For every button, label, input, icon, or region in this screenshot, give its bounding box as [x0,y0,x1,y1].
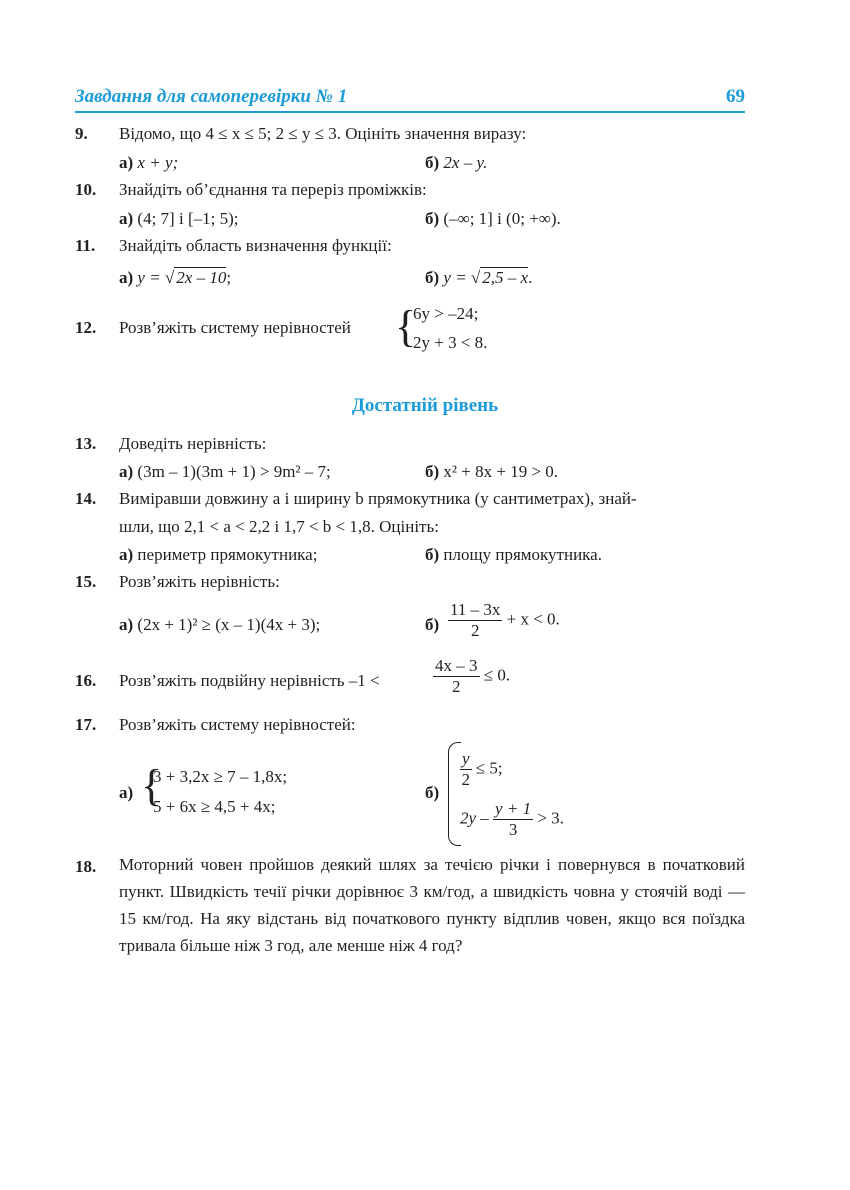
exercise-18-text: Моторний човен пройшов деякий шлях за течією річки і повернувся в початковий пункт. Швидкість течії річки дорівнює 3 км/год, а швидкість човна у стоячій воді — 15 км/год. На яку відстань від початкового пункту відплив човен, якщо вся поїздка тривала більше ніж 3 год, але менше ніж 4 год? [119,855,745,955]
system-brace: { [395,302,417,351]
header-rule [75,111,745,113]
system-line-2: 2y + 3 < 8. [413,333,488,352]
line-suffix: > 3. [537,808,564,828]
option-a-suffix: ; [226,268,232,287]
option-a: периметр прямокутника; [133,545,318,564]
exercise-text-line-1: Виміравши довжину a і ширину b прямокутника (у сантиметрах), знай- [119,489,637,508]
exercise-suffix: ≤ 0. [483,665,511,685]
exercise-text: Розв’яжіть подвійну нерівність –1 < [119,671,380,690]
option-b-prefix: y = √ [439,268,481,287]
exercise-number: 9. [75,124,88,143]
fraction-numerator: 11 – 3x [450,600,501,619]
option-b-label: б) [425,783,440,802]
exercise-number: 15. [75,572,97,591]
fraction [460,749,472,790]
option-a-label: а) [119,268,134,287]
option-a: x + y; [133,153,179,172]
exercise-text: Розв’яжіть систему нерівностей: [119,715,356,734]
option-b-suffix: . [528,268,533,287]
exercise-text: Відомо, що 4 ≤ x ≤ 5; 2 ≤ y ≤ 3. Оцініть значення виразу: [119,124,527,143]
option-a: (4; 7] і [–1; 5); [133,209,239,228]
system-b-line-2 [460,799,564,840]
exercise-text: Знайдіть область визначення функції: [119,236,392,255]
exercise-number: 14. [75,489,97,508]
exercise-number: 13. [75,434,97,453]
option-a-label: а) [119,545,134,564]
option-a-prefix: y = √ [133,268,175,287]
section-title: Достатній рівень [351,395,499,416]
exercise-text: Знайдіть об’єднання та переріз проміжків: [119,180,427,199]
option-a-radicand: 2x – 10 [176,268,227,287]
fraction-denominator: 3 [508,820,518,839]
option-b-label: б) [425,545,440,564]
fraction-denominator: 2 [461,770,471,789]
exercise-text: Розв’яжіть систему нерівностей [119,318,351,337]
option-a-label: а) [119,783,134,802]
fraction-denominator: 2 [470,621,480,640]
line-suffix: ≤ 5; [475,758,503,778]
option-a: (3m – 1)(3m + 1) > 9m² – 7; [133,462,331,481]
option-b-radicand: 2,5 – x [482,268,529,287]
system-line-1: 6y > –24; [413,304,479,323]
option-b-suffix: + x < 0. [502,609,560,629]
option-b-label: б) [425,209,440,228]
exercise-number: 16. [75,671,97,690]
option-b: x² + 8x + 19 > 0. [439,462,559,481]
exercise-text: Доведіть нерівність: [119,434,267,453]
fraction-denominator: 2 [452,677,461,696]
exercise-16-fraction [433,656,510,697]
option-a-label: а) [119,615,134,634]
option-b-label: б) [425,153,440,172]
fraction [493,799,533,840]
system-a-line-1: 3 + 3,2x ≥ 7 – 1,8x; [153,767,288,786]
fraction-numerator: y + 1 [495,799,532,818]
option-b-label: б) [425,268,440,287]
fraction [433,656,480,697]
option-b: 2x – y. [439,153,488,172]
system-a-line-2: 5 + 6x ≥ 4,5 + 4x; [153,797,276,816]
line-prefix: 2y – [460,808,489,828]
exercise-number: 11. [75,236,96,255]
exercise-number: 12. [75,318,97,337]
option-b-label: б) [425,615,440,634]
exercise-number: 17. [75,715,97,734]
option-b: (–∞; 1] і (0; +∞). [439,209,561,228]
exercise-15-option-b [448,600,560,641]
exercise-number: 18. [75,857,97,876]
fraction-numerator: y [462,749,470,768]
page-number: 69 [726,86,745,107]
fraction-numerator: 4x – 3 [435,656,478,675]
exercise-text-line-2: шли, що 2,1 < a < 2,2 і 1,7 < b < 1,8. Оцініть: [119,517,439,536]
system-b-line-1 [460,749,503,790]
option-a-label: а) [119,153,134,172]
header-title: Завдання для самоперевірки № 1 [75,86,348,107]
fraction [448,600,502,641]
option-a-label: а) [119,462,134,481]
option-a: (2x + 1)² ≥ (x – 1)(4x + 3); [133,615,321,634]
page-header [75,86,745,112]
option-b-label: б) [425,462,440,481]
exercise-text: Розв’яжіть нерівність: [119,572,280,591]
system-a-brace: { [141,761,163,810]
option-b: площу прямокутника. [439,545,602,564]
option-a-label: а) [119,209,134,228]
exercise-number: 10. [75,180,97,199]
